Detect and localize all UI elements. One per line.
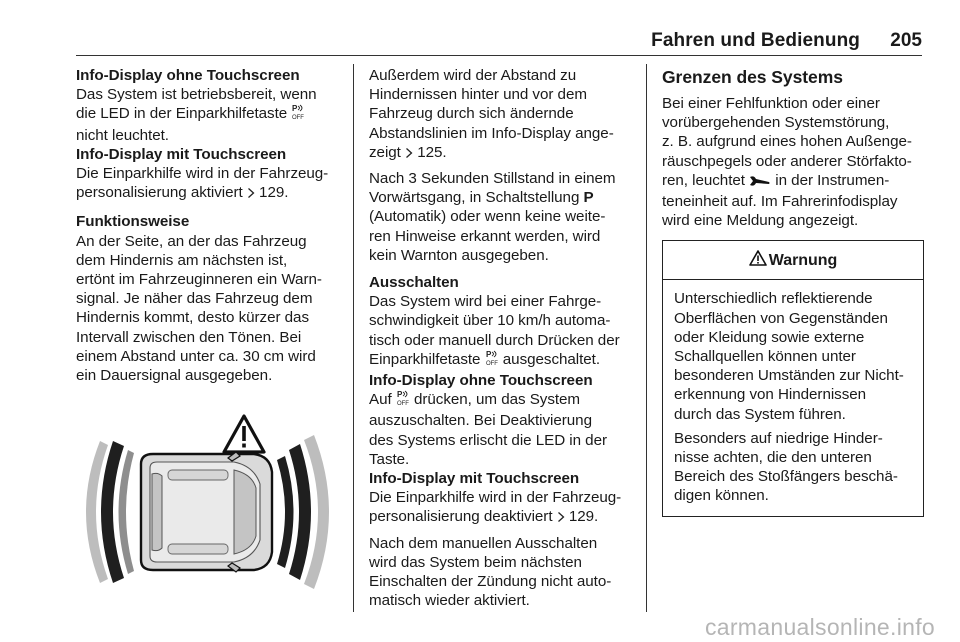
text-line: Nach dem manuellen Ausschalten xyxy=(369,534,598,552)
text-line: (Automatik) oder wenn keine weite- xyxy=(369,208,606,226)
park-assist-icon xyxy=(396,390,410,411)
text-line: tisch oder manuell durch Drücken der xyxy=(369,331,620,349)
svg-text:P: P xyxy=(292,104,298,114)
text-line: schwindigkeit über 10 km/h automa- xyxy=(369,312,611,330)
text-line: Das System wird bei einer Fahrge- xyxy=(369,293,602,311)
page-number: 205 xyxy=(890,30,922,51)
text-line: durch das System führen. xyxy=(674,405,846,423)
text-line: Fahrzeug durch sich ändernde xyxy=(369,105,574,123)
svg-text:OFF: OFF xyxy=(292,115,305,121)
text-line: wird eine Meldung angezeigt. xyxy=(662,212,859,230)
text-line: ertönt im Fahrzeuginneren ein Warn- xyxy=(76,271,322,289)
column-divider xyxy=(353,64,354,612)
text-line: personalisierung aktiviert 129. xyxy=(76,183,348,204)
text-line: kein Warnton ausgegeben. xyxy=(369,246,549,264)
text-line: nicht leuchtet. xyxy=(76,126,169,144)
text-line: nisse achten, die den unteren xyxy=(674,449,872,467)
text-line: die LED in der Einparkhilfetaste P OFF xyxy=(76,104,348,125)
text-line: Intervall zwischen den Tönen. Bei xyxy=(76,328,302,346)
warning-body xyxy=(663,280,923,515)
svg-text:P: P xyxy=(485,349,491,359)
text-line: oder Kleidung sowie externe xyxy=(674,328,865,346)
section-title: Fahren und Bedienung xyxy=(651,30,860,51)
reference-arrow-icon xyxy=(405,145,413,164)
text-line: Abstandslinien im Info-Display ange- xyxy=(369,124,614,142)
text-line: Außerdem wird der Abstand zu xyxy=(369,67,577,84)
car-top-view xyxy=(141,452,272,572)
text-line: dem Hindernis am nächsten ist, xyxy=(76,251,288,269)
watermark: carmanualsonline.info xyxy=(704,614,935,640)
text-line: Nach 3 Sekunden Stillstand in einem xyxy=(369,170,616,188)
wrench-icon xyxy=(749,173,771,192)
text-line: einem Abstand unter ca. 30 cm wird xyxy=(76,347,316,365)
text-line: personalisierung deaktiviert 129. xyxy=(369,507,635,528)
parking-sensor-diagram xyxy=(78,412,336,612)
text-line: auszuschalten. Bei Deaktivierung xyxy=(369,412,592,430)
text-line: wird das System beim nächsten xyxy=(369,553,582,571)
subheading-display-no-touch: Info-Display ohne Touchscreen xyxy=(76,67,300,84)
text-line: Besonders auf niedrige Hinder- xyxy=(674,429,883,447)
text-line: Hindernissen hinter und vor dem xyxy=(369,86,587,104)
text-line: zeigt 125. xyxy=(369,143,635,164)
text-line: Das System ist betriebsbereit, wenn xyxy=(76,86,317,104)
text-line: Auf P OFF drücken, um das System xyxy=(369,390,635,411)
text-line: Einschalten der Zündung nicht auto- xyxy=(369,573,612,591)
subheading-switch-off: Ausschalten xyxy=(369,274,459,292)
park-assist-icon xyxy=(291,104,305,125)
subheading-display-touch: Info-Display mit Touchscreen xyxy=(369,470,580,488)
text-line: An der Seite, an der das Fahrzeug xyxy=(76,232,307,250)
text-line: matisch wieder aktiviert. xyxy=(369,592,530,610)
text-line: teneinheit auf. Im Fahrerinfodisplay xyxy=(662,193,898,211)
text-line: Die Einparkhilfe wird in der Fahrzeug- xyxy=(369,489,622,507)
column-middle xyxy=(369,66,635,610)
text-line: ren, leuchtet in der Instrumen- xyxy=(662,171,924,192)
text-line: Vorwärtsgang, in Schaltstellung P xyxy=(369,189,594,207)
text-line: räuschpegels oder anderer Störfakto- xyxy=(662,152,912,170)
text-line: erkennung von Hindernissen xyxy=(674,386,867,404)
park-assist-icon xyxy=(485,350,499,371)
reference-arrow-icon xyxy=(557,509,565,528)
text-line: ren Hinweise erkannt werden, wird xyxy=(369,227,601,245)
text-line: Oberflächen von Gegenständen xyxy=(674,309,888,327)
column-right xyxy=(662,66,924,517)
column-divider xyxy=(646,64,647,612)
reference-arrow-icon xyxy=(247,185,255,204)
text-line: signal. Je näher das Fahrzeug dem xyxy=(76,290,313,308)
text-line: digen können. xyxy=(674,487,769,505)
svg-text:OFF: OFF xyxy=(396,401,409,407)
svg-text:OFF: OFF xyxy=(485,360,498,366)
warning-header xyxy=(663,241,923,280)
text-line: Einparkhilfetaste P OFF ausgeschaltet. xyxy=(369,350,635,371)
text-line: z. B. aufgrund eines hohen Außenge- xyxy=(662,133,912,151)
text-line: Bereich des Stoßfängers beschä- xyxy=(674,468,898,486)
subheading-display-no-touch: Info-Display ohne Touchscreen xyxy=(369,372,593,390)
text-line: ein Dauersignal ausgegeben. xyxy=(76,367,273,385)
text-line: des Systems erlischt die LED in der xyxy=(369,431,607,449)
column-left xyxy=(76,66,348,385)
warning-triangle-icon xyxy=(224,416,264,452)
subheading-function: Funktionsweise xyxy=(76,213,190,231)
header-rule xyxy=(76,55,922,56)
text-line: Die Einparkhilfe wird in der Fahrzeug- xyxy=(76,165,329,183)
front-sensor-arcs xyxy=(277,435,329,589)
text-line: Unterschiedlich reflektierende xyxy=(674,290,873,308)
section-heading: Grenzen des Systems xyxy=(662,67,843,87)
warning-triangle-icon xyxy=(749,250,767,271)
warning-title: Warnung xyxy=(768,251,838,269)
text-line: vorübergehenden Systemstörung, xyxy=(662,114,890,132)
text-line: Taste. xyxy=(369,450,410,468)
text-line: Bei einer Fehlfunktion oder einer xyxy=(662,95,880,112)
subheading-display-touch: Info-Display mit Touchscreen xyxy=(76,145,287,163)
rear-sensor-arcs xyxy=(86,441,134,583)
warning-box xyxy=(662,240,924,516)
text-line: Schallquellen können unter xyxy=(674,348,856,366)
text-line: besonderen Umständen zur Nicht- xyxy=(674,367,904,385)
text-line: Hindernis kommt, desto kürzer das xyxy=(76,309,310,327)
svg-text:P: P xyxy=(396,390,403,400)
